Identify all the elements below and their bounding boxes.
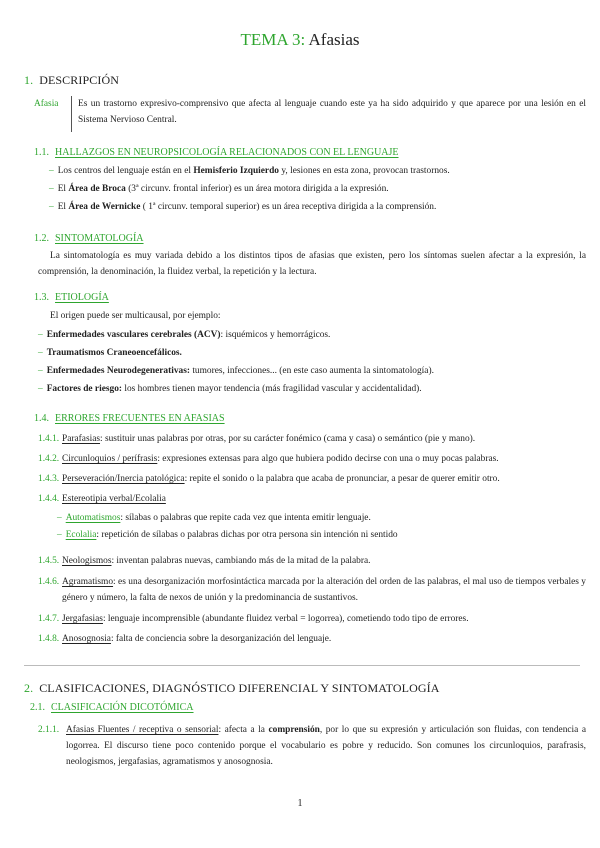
definition-divider — [71, 96, 72, 132]
bullet-acv — [38, 327, 583, 343]
item-number: 1.4.7. — [38, 614, 60, 624]
item-text: : repite el sonido o la palabra que acaba de pronunciar, a pesar de querer emitir otro. — [184, 474, 500, 484]
section-number: 1.4. — [34, 413, 49, 424]
section-number: 2. — [24, 681, 34, 695]
page-title — [0, 30, 600, 50]
section-title: DESCRIPCIÓN — [39, 73, 119, 87]
bullet-wernicke — [49, 199, 579, 215]
section-number: 1. — [24, 73, 34, 87]
afasia-label: Afasia — [34, 99, 59, 109]
dash-marker: – — [49, 184, 54, 194]
text: Los centros del lenguaje están en el — [57, 166, 194, 176]
dash-marker: – — [38, 366, 43, 376]
item-text: : expresiones extensas para algo que hubiera podido decirse con una o muy pocas palabras. — [157, 454, 499, 464]
text: El — [57, 202, 69, 212]
item-term: Neologismos — [62, 556, 112, 566]
bullet-factores-riesgo — [38, 381, 583, 397]
item-text: , por lo que su expresión y articulación son fluidas, con tendencia a logorrea. El discurso tiene poco contenido porque el vocabulario es pobre y reducido. Son comunes los circunloquios, parafrasis, neologismos, jergafasias, agramatismos y anosognosia. — [66, 725, 587, 767]
section-number: 1.1. — [34, 147, 49, 158]
section-divider — [24, 665, 580, 666]
item-automatismos — [57, 510, 582, 526]
item-term: Automatismos — [65, 513, 121, 523]
dash-marker: – — [57, 530, 62, 540]
section-title: ETIOLOGÍA — [55, 292, 109, 303]
item-term: Ecolalia — [65, 530, 97, 540]
item-jergafasias — [38, 611, 583, 627]
section-2-heading — [24, 681, 439, 696]
item-text: : lenguaje incomprensible (abundante fluidez verbal = logorrea), cometiendo todo tipo de errores. — [102, 614, 469, 624]
item-number: 2.1.1. — [38, 725, 60, 735]
item-agramatismo — [38, 574, 586, 606]
item-term: Jergafasias — [62, 614, 103, 624]
item-ecolalia — [57, 527, 582, 543]
bold-term: Hemisferio Izquierdo — [193, 166, 279, 176]
item-number: 1.4.6. — [38, 577, 60, 587]
item-text: : sustituir unas palabras por otras, por su carácter fonémico (cama y casa) o semántico (pie y mano). — [100, 434, 476, 444]
section-1-heading — [24, 73, 119, 88]
item-number: 1.4.8. — [38, 634, 60, 644]
item-text: : es una desorganización morfosintáctica marcada por la alteración del orden de las palabras, el mal uso de tiempos verbales y género y número, la falta de nexos de unión y la predominancia de sustantivos. — [62, 577, 586, 603]
item-term: Estereotipia verbal/Ecolalia — [62, 494, 166, 504]
item-text: : falta de conciencia sobre la desorganización del lenguaje. — [110, 634, 332, 644]
bold-term: Área de Broca — [68, 184, 126, 194]
title-number: TEMA 3: — [240, 30, 306, 49]
item-estereotipia — [38, 491, 583, 507]
item-text: : sílabas o palabras que repite cada vez que intenta emitir lenguaje. — [120, 513, 371, 523]
section-1-4-heading — [34, 413, 225, 424]
item-term: Perseveración/Inercia patológica — [62, 474, 185, 484]
text: y, lesiones en esta zona, provocan trastornos. — [279, 166, 450, 176]
bold-term: Traumatismos Craneoencefálicos. — [46, 348, 182, 358]
text: : isquémicos y hemorrágicos. — [220, 330, 331, 340]
dash-marker: – — [38, 384, 43, 394]
section-1-1-heading — [34, 147, 399, 158]
section-1-2-heading — [34, 233, 144, 244]
item-number: 1.4.5. — [38, 556, 60, 566]
section-number: 2.1. — [30, 702, 45, 713]
section-number: 1.3. — [34, 292, 49, 303]
bold-term: Enfermedades vasculares cerebrales (ACV) — [46, 330, 221, 340]
bold-term: comprensión — [268, 725, 320, 735]
section-1-3-heading — [34, 292, 109, 303]
item-number: 1.4.1. — [38, 434, 60, 444]
bullet-traumatismos — [38, 345, 583, 361]
item-term: Afasias Fluentes / receptiva o sensorial — [66, 725, 219, 735]
item-term: Circunloquios / perífrasis — [62, 454, 158, 464]
bullet-broca — [49, 181, 579, 197]
item-number: 1.4.3. — [38, 474, 60, 484]
section-title: CLASIFICACIONES, DIAGNÓSTICO DIFERENCIAL Y SINTOMATOLOGÍA — [39, 681, 440, 695]
item-anosognosia — [38, 631, 583, 647]
afasia-definition: Es un trastorno expresivo-comprensivo que afecta al lenguaje cuando este ya ha sido adquirido y que aparece por una lesión en el Sistema Nervioso Central. — [78, 99, 586, 125]
text: El — [57, 184, 69, 194]
section-title: HALLAZGOS EN NEUROPSICOLOGÍA RELACIONADOS CON EL LENGUAJE — [55, 147, 399, 158]
text: ( 1ª circunv. temporal superior) es un área receptiva dirigida a la comprensión. — [140, 202, 437, 212]
item-text: : repetición de sílabas o palabras dichas por otra persona sin intención ni sentido — [96, 530, 398, 540]
dash-marker: – — [38, 330, 43, 340]
sintomatologia-text: La sintomatología es muy variada debido a los distintos tipos de afasias que existen, pero los síntomas suelen afectar a la expresión, la comprensión, la denominación, la fluidez verbal, la repetición y la lectura. — [38, 251, 586, 277]
dash-marker: – — [57, 513, 62, 523]
item-term: Parafasias — [62, 434, 101, 444]
item-circunloquios — [38, 451, 583, 467]
section-title: ERRORES FRECUENTES EN AFASIAS — [55, 413, 225, 424]
item-text: : afecta a la — [218, 725, 269, 735]
item-number: 1.4.4. — [38, 494, 60, 504]
text: tumores, infecciones... (en este caso aumenta la sintomatología). — [189, 366, 434, 376]
bold-term: Enfermedades Neurodegenerativas: — [46, 366, 190, 376]
bold-term: Área de Wernicke — [68, 202, 141, 212]
dash-marker: – — [49, 166, 54, 176]
item-afasias-fluentes — [38, 722, 586, 770]
item-term: Agramatismo — [62, 577, 114, 587]
item-perseveracion — [38, 471, 583, 487]
text: (3ª circunv. frontal inferior) es un área motora dirigida a la expresión. — [125, 184, 389, 194]
title-text: Afasias — [308, 30, 360, 49]
item-neologismos — [38, 553, 583, 569]
page-number: 1 — [297, 798, 303, 809]
text: los hombres tienen mayor tendencia (más fragilidad vascular y accidentalidad). — [122, 384, 422, 394]
item-term: Anosognosia — [62, 634, 111, 644]
item-text: : inventan palabras nuevas, cambiando más de la mitad de la palabra. — [111, 556, 371, 566]
item-number: 1.4.2. — [38, 454, 60, 464]
bullet-hemisferio — [49, 163, 579, 179]
bullet-neurodegenerativas — [38, 363, 583, 379]
dash-marker: – — [49, 202, 54, 212]
etiologia-intro: El origen puede ser multicausal, por ejemplo: — [50, 311, 221, 321]
item-parafasias — [38, 431, 583, 447]
section-title: SINTOMATOLOGÍA — [55, 233, 144, 244]
section-title: CLASIFICACIÓN DICOTÓMICA — [51, 702, 194, 713]
dash-marker: – — [38, 348, 43, 358]
section-2-1-heading — [30, 702, 194, 713]
section-number: 1.2. — [34, 233, 49, 244]
bold-term: Factores de riesgo: — [46, 384, 123, 394]
